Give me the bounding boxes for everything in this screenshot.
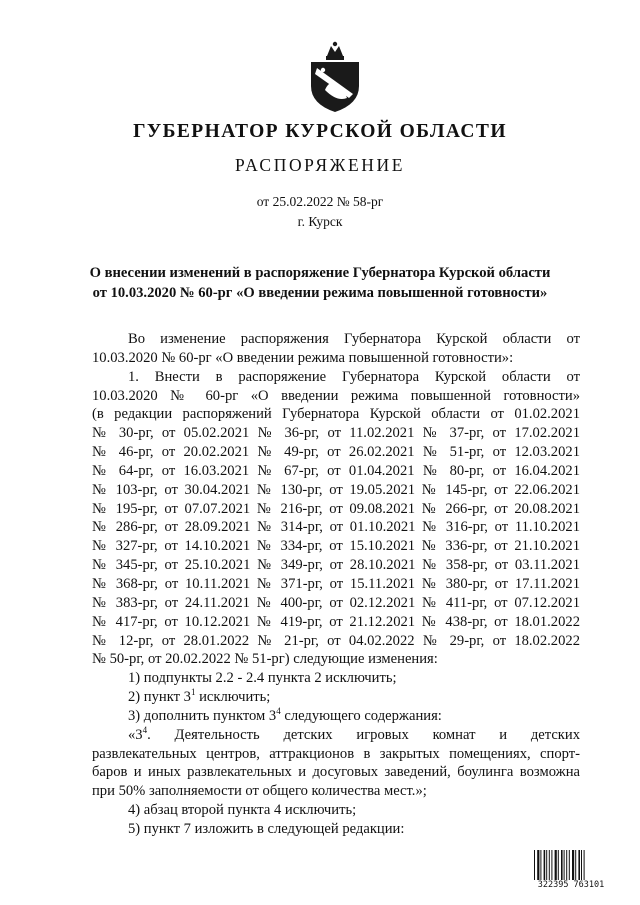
document-body (92, 330, 580, 839)
paragraph-1-line: 10.03.2020 № 60-рг «О введении режима повышенной готовности» (92, 387, 580, 404)
document-type: РАСПОРЯЖЕНИЕ (234, 155, 406, 175)
barcode-number: 322395 763101 (537, 880, 605, 890)
document-date-number: от 25.02.2022 № 58-рг (256, 194, 384, 209)
paragraph-1-line: № 286-рг, от 28.09.2021 № 314-рг, от 01.10.2021 № 316-рг, от 11.10.2021 (92, 519, 580, 536)
paragraph-1-line: № 327-рг, от 14.10.2021 № 334-рг, от 15.10.2021 № 336-рг, от 21.10.2021 (92, 538, 580, 555)
superscript: 4 (142, 724, 148, 735)
paragraph-1-line: № 12-рг, от 28.01.2022 № 21-рг, от 04.02.2022 № 29-рг, от 18.02.2022 (92, 632, 580, 649)
quote-text: развлекательных центров, аттракционов в закрытых помещениях, спорт-баров и иных развлекательных и досуговых заведений, боулинга возможна при 50% заполняемости от общего количества мест.»; (92, 745, 580, 800)
subject-line-1: О внесении изменений в распоряжение Губернатора Курской области (89, 265, 551, 281)
document-city: г. Курск (297, 214, 343, 229)
paragraph-1-line: (в редакции распоряжений Губернатора Курской области от 01.02.2021 (92, 406, 580, 423)
superscript: 4 (276, 706, 281, 717)
paragraph-1-line: № 64-рг, от 16.03.2021 № 67-рг, от 01.04.2021 № 80-рг, от 16.04.2021 (92, 462, 580, 479)
superscript: 1 (190, 687, 196, 698)
paragraph-1 (92, 368, 580, 651)
paragraph-1-last-line: № 50-рг, от 20.02.2022 № 51-рг) следующие изменения: (92, 651, 438, 668)
barcode (533, 850, 609, 880)
paragraph-1-line: № 417-рг, от 10.12.2021 № 419-рг, от 21.12.2021 № 438-рг, от 18.01.2022 (92, 613, 580, 630)
preamble-line-2: 10.03.2020 № 60-рг «О введении режима повышенной готовности»: (92, 349, 514, 366)
paragraph-1-line: № 103-рг, от 30.04.2021 № 130-рг, от 19.05.2021 № 145-рг, от 22.06.2021 (92, 481, 580, 498)
paragraph-1-line: № 345-рг, от 25.10.2021 № 349-рг, от 28.10.2021 № 358-рг, от 03.11.2021 (92, 557, 580, 574)
quote-start: «3 (128, 726, 143, 743)
paragraph-1-line: № 30-рг, от 05.02.2021 № 36-рг, от 11.02.2021 № 37-рг, от 17.02.2021 (92, 425, 580, 442)
list-item-4: 4) абзац второй пункта 4 исключить; (128, 802, 357, 819)
paragraph-1-line: 1. Внести в распоряжение Губернатора Курской области от (128, 368, 580, 385)
list-item-2-text: 2) пункт 3 (128, 689, 191, 706)
authority-title: ГУБЕРНАТОР КУРСКОЙ ОБЛАСТИ (133, 121, 507, 142)
subject-line-2: от 10.03.2020 № 60-рг «О введении режима повышенной готовности» (92, 285, 548, 301)
coat-of-arms-emblem (303, 40, 367, 114)
document-subject (0, 263, 640, 303)
list-item-2-tail: исключить; (195, 689, 271, 706)
quote-first-text: . Деятельность детских игровых комнат и детских (147, 726, 580, 743)
list-item-2 (92, 688, 580, 707)
list-item-3 (92, 707, 580, 726)
list-item-3-tail: следующего содержания: (280, 707, 442, 724)
list-item-5: 5) пункт 7 изложить в следующей редакции: (128, 820, 405, 837)
quote-first-line (92, 726, 580, 745)
preamble-line-1: Во изменение распоряжения Губернатора Курской области от (128, 331, 580, 347)
paragraph-1-line: № 383-рг, от 24.11.2021 № 400-рг, от 02.12.2021 № 411-рг, от 07.12.2021 (92, 594, 580, 611)
list-item-3-text: 3) дополнить пунктом 3 (128, 707, 277, 724)
paragraph-1-line: № 368-рг, от 10.11.2021 № 371-рг, от 15.11.2021 № 380-рг, от 17.11.2021 (92, 575, 580, 592)
list-item-1: 1) подпункты 2.2 - 2.4 пункта 2 исключить; (128, 670, 397, 687)
paragraph-1-line: № 46-рг, от 20.02.2021 № 49-рг, от 26.02.2021 № 51-рг, от 12.03.2021 (92, 444, 580, 461)
paragraph-1-line: № 195-рг, от 07.07.2021 № 216-рг, от 09.08.2021 № 266-рг, от 20.08.2021 (92, 500, 580, 517)
